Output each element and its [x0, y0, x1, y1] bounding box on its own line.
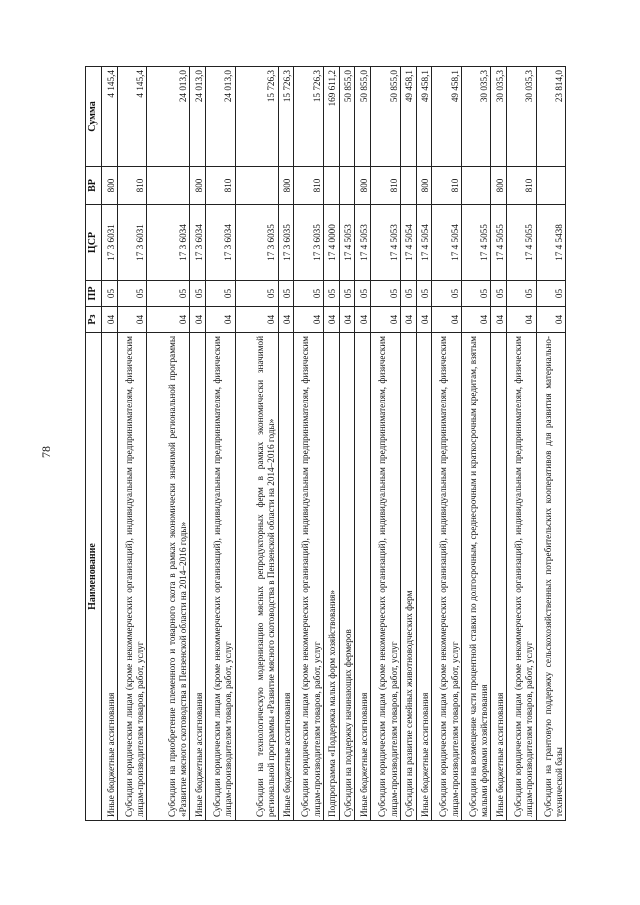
cell-pr: 05: [117, 281, 146, 307]
cell-sum: 23 814,0: [536, 67, 565, 167]
cell-csr: 17 4 5055: [491, 205, 507, 281]
cell-sum: 15 726,3: [294, 67, 323, 167]
cell-pr: 05: [235, 281, 278, 307]
cell-pr: 05: [102, 281, 118, 307]
cell-vr: 800: [416, 167, 432, 205]
header-vr: ВР: [86, 167, 102, 205]
cell-pr: 05: [147, 281, 190, 307]
cell-sum: 4 145,4: [117, 67, 146, 167]
cell-name: Иные бюджетные ассигнования: [416, 333, 432, 821]
cell-pr: 05: [278, 281, 294, 307]
cell-sum: 50 855,0: [355, 67, 371, 167]
table-row: [432, 67, 461, 821]
cell-name: Иные бюджетные ассигнования: [355, 333, 371, 821]
cell-vr: [235, 167, 278, 205]
cell-name: Иные бюджетные ассигнования: [102, 333, 118, 821]
cell-sum: 49 458,1: [416, 67, 432, 167]
cell-csr: 17 4 5053: [339, 205, 355, 281]
table-row: [507, 67, 536, 821]
cell-name: Субсидии на развитие семейных животноводческих ферм: [400, 333, 416, 821]
cell-vr: 800: [102, 167, 118, 205]
cell-vr: [400, 167, 416, 205]
table-row: [339, 67, 355, 821]
cell-rz: 04: [190, 307, 206, 333]
cell-csr: 17 4 5054: [400, 205, 416, 281]
cell-csr: 17 4 5053: [355, 205, 371, 281]
cell-rz: 04: [206, 307, 235, 333]
cell-sum: 24 013,0: [206, 67, 235, 167]
cell-pr: 05: [461, 281, 490, 307]
header-pr: ПР: [86, 281, 102, 307]
table-row: [278, 67, 294, 821]
cell-vr: 800: [190, 167, 206, 205]
cell-sum: 30 035,3: [507, 67, 536, 167]
header-rz: Рз: [86, 307, 102, 333]
cell-rz: 04: [294, 307, 323, 333]
cell-rz: 04: [117, 307, 146, 333]
table-row: [536, 67, 565, 821]
cell-name: Подпрограмма «Поддержка малых форм хозяйствования»: [323, 333, 339, 821]
cell-vr: [323, 167, 339, 205]
cell-pr: 05: [355, 281, 371, 307]
cell-vr: [339, 167, 355, 205]
cell-vr: 800: [278, 167, 294, 205]
cell-vr: [147, 167, 190, 205]
cell-pr: 05: [536, 281, 565, 307]
cell-csr: 17 4 5055: [507, 205, 536, 281]
cell-rz: 04: [371, 307, 400, 333]
header-sum: Сумма: [86, 67, 102, 167]
table-row: [147, 67, 190, 821]
cell-csr: 17 3 6035: [278, 205, 294, 281]
cell-csr: 17 4 5054: [432, 205, 461, 281]
cell-pr: 05: [294, 281, 323, 307]
cell-sum: 24 013,0: [190, 67, 206, 167]
cell-rz: 04: [339, 307, 355, 333]
cell-name: Субсидии на возмещение части процентной ставки по долгосрочным, среднесрочным и краткосрочным кредитам, взятым малыми формами хозяйствования: [461, 333, 490, 821]
cell-csr: 17 3 6034: [147, 205, 190, 281]
cell-name: Субсидии юридическим лицам (кроме некоммерческих организаций), индивидуальным предпринимателям, физическим лицам-производителям товаров, работ, услуг: [507, 333, 536, 821]
cell-pr: 05: [507, 281, 536, 307]
cell-vr: 810: [117, 167, 146, 205]
table-body: [102, 67, 566, 821]
cell-rz: 04: [432, 307, 461, 333]
cell-csr: 17 3 6034: [190, 205, 206, 281]
cell-sum: 50 855,0: [371, 67, 400, 167]
header-csr: ЦСР: [86, 205, 102, 281]
table-row: [294, 67, 323, 821]
cell-sum: 30 035,3: [491, 67, 507, 167]
cell-sum: 15 726,3: [235, 67, 278, 167]
cell-csr: 17 4 5053: [371, 205, 400, 281]
cell-pr: 05: [206, 281, 235, 307]
cell-pr: 05: [416, 281, 432, 307]
cell-pr: 05: [432, 281, 461, 307]
cell-vr: [461, 167, 490, 205]
cell-name: Субсидии на технологическую модернизацию мясных репродукторных ферм в рамках экономически значимой региональной программы «Развитие мясного скотоводства в Пензенской области на 2014–2016 годы»: [235, 333, 278, 821]
cell-sum: 169 611,2: [323, 67, 339, 167]
rotated-table-container: [85, 67, 566, 821]
cell-csr: 17 4 0000: [323, 205, 339, 281]
cell-csr: 17 3 6031: [102, 205, 118, 281]
cell-name: Субсидии на поддержку начинающих фермеров: [339, 333, 355, 821]
table-row: [323, 67, 339, 821]
table-row: [117, 67, 146, 821]
cell-vr: 800: [491, 167, 507, 205]
cell-csr: 17 3 6034: [206, 205, 235, 281]
cell-vr: 810: [507, 167, 536, 205]
cell-rz: 04: [536, 307, 565, 333]
cell-rz: 04: [416, 307, 432, 333]
cell-name: Иные бюджетные ассигнования: [190, 333, 206, 821]
table-row: [235, 67, 278, 821]
cell-rz: 04: [507, 307, 536, 333]
cell-name: Субсидии юридическим лицам (кроме некоммерческих организаций), индивидуальным предпринимателям, физическим лицам-производителям товаров, работ, услуг: [294, 333, 323, 821]
cell-name: Иные бюджетные ассигнования: [491, 333, 507, 821]
cell-name: Субсидии на приобретение племенного и товарного скота в рамках экономически значимой региональной программы «Развитие мясного скотоводства в Пензенской области на 2014–2016 годы»: [147, 333, 190, 821]
cell-rz: 04: [278, 307, 294, 333]
cell-csr: 17 4 5055: [461, 205, 490, 281]
cell-pr: 05: [371, 281, 400, 307]
cell-csr: 17 3 6031: [117, 205, 146, 281]
cell-rz: 04: [147, 307, 190, 333]
table-row: [416, 67, 432, 821]
cell-pr: 05: [339, 281, 355, 307]
table-header-row: [86, 67, 102, 821]
table-row: [400, 67, 416, 821]
cell-sum: 24 013,0: [147, 67, 190, 167]
cell-rz: 04: [323, 307, 339, 333]
cell-rz: 04: [235, 307, 278, 333]
table-row: [355, 67, 371, 821]
cell-sum: 4 145,4: [102, 67, 118, 167]
cell-pr: 05: [190, 281, 206, 307]
cell-pr: 05: [323, 281, 339, 307]
cell-rz: 04: [491, 307, 507, 333]
cell-vr: 800: [355, 167, 371, 205]
budget-table: [85, 66, 566, 821]
table-row: [206, 67, 235, 821]
cell-csr: 17 3 6035: [294, 205, 323, 281]
cell-name: Субсидии юридическим лицам (кроме некоммерческих организаций), индивидуальным предпринимателям, физическим лицам-производителям товаров, работ, услуг: [117, 333, 146, 821]
cell-name: Иные бюджетные ассигнования: [278, 333, 294, 821]
cell-name: Субсидии юридическим лицам (кроме некоммерческих организаций), индивидуальным предпринимателям, физическим лицам-производителям товаров, работ, услуг: [432, 333, 461, 821]
cell-vr: 810: [432, 167, 461, 205]
page-number: 78: [39, 446, 53, 458]
cell-sum: 50 855,0: [339, 67, 355, 167]
cell-sum: 49 458,1: [400, 67, 416, 167]
cell-rz: 04: [400, 307, 416, 333]
cell-sum: 30 035,3: [461, 67, 490, 167]
cell-rz: 04: [461, 307, 490, 333]
cell-csr: 17 4 5054: [416, 205, 432, 281]
cell-name: Субсидии юридическим лицам (кроме некоммерческих организаций), индивидуальным предпринимателям, физическим лицам-производителям товаров, работ, услуг: [371, 333, 400, 821]
table-row: [190, 67, 206, 821]
table-row: [491, 67, 507, 821]
cell-name: Субсидии на грантовую поддержку сельскохозяйственных потребительских кооперативов для развития материально-технической базы: [536, 333, 565, 821]
cell-vr: 810: [371, 167, 400, 205]
cell-rz: 04: [102, 307, 118, 333]
cell-vr: 810: [206, 167, 235, 205]
header-name: Наименование: [86, 333, 102, 821]
cell-vr: [536, 167, 565, 205]
cell-sum: 49 458,1: [432, 67, 461, 167]
table-row: [371, 67, 400, 821]
table-row: [461, 67, 490, 821]
table-row: [102, 67, 118, 821]
cell-sum: 15 726,3: [278, 67, 294, 167]
cell-rz: 04: [355, 307, 371, 333]
cell-csr: 17 3 6035: [235, 205, 278, 281]
cell-vr: 810: [294, 167, 323, 205]
cell-pr: 05: [491, 281, 507, 307]
cell-name: Субсидии юридическим лицам (кроме некоммерческих организаций), индивидуальным предпринимателям, физическим лицам-производителям товаров, работ, услуг: [206, 333, 235, 821]
cell-pr: 05: [400, 281, 416, 307]
cell-csr: 17 4 5438: [536, 205, 565, 281]
